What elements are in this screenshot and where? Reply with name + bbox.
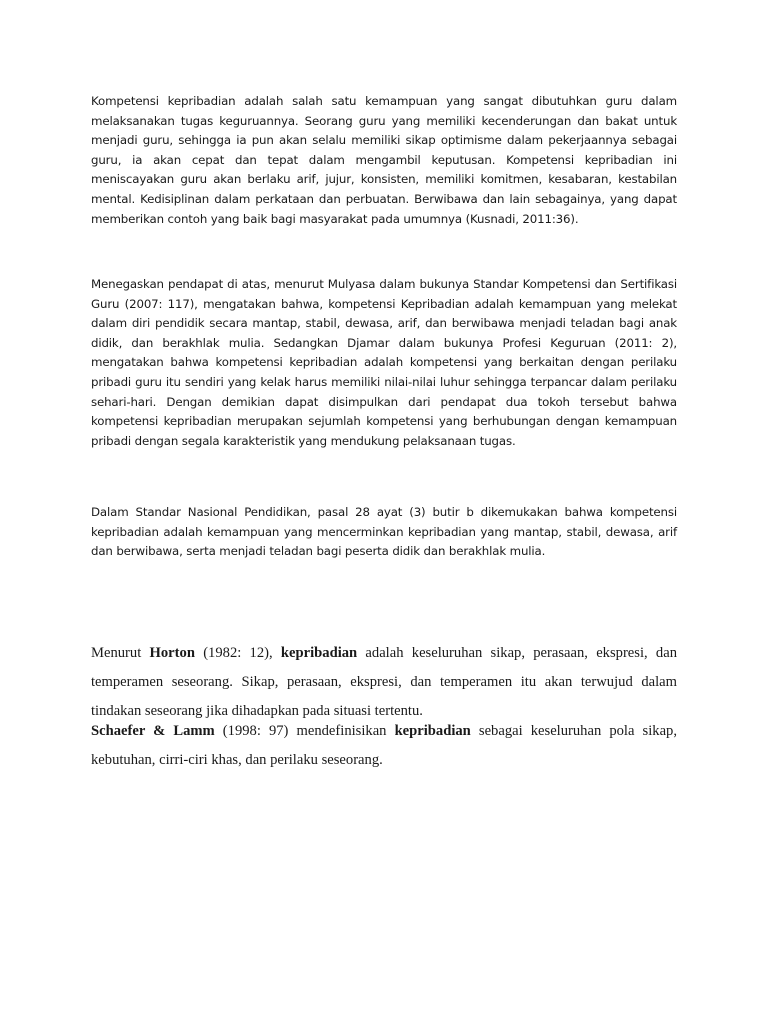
text-segment: adalah keseluruhan sikap, perasaan, ekspresi, dan temperamen seseorang. Sikap, perasaan, ekspresi, dan temperamen itu akan terwujud dalam tindakan seseorang jika dihadapkan pada situasi tertentu. <box>91 645 677 719</box>
text-segment: sebagai keseluruhan pola sikap, kebutuhan, cirri-ciri khas, dan perilaku seseorang. <box>91 723 677 768</box>
paragraph-standar-nasional: Dalam Standar Nasional Pendidikan, pasal 28 ayat (3) butir b dikemukakan bahwa kompetensi kepribadian adalah kemampuan yang mencerminkan kepribadian yang mantap, stabil, dewasa, arif dan berwibawa, serta menjadi teladan bagi peserta didik dan berakhlak mulia. <box>91 505 677 559</box>
text-segment: (1998: 97) mendefinisikan <box>214 723 395 739</box>
text-segment: (1982: 12), <box>194 645 281 661</box>
paragraph-kompetensi-kepribadian: Kompetensi kepribadian adalah salah satu kemampuan yang sangat dibutuhkan guru dalam melaksanakan tugas keguruannya. Seorang guru yang memiliki kecenderungan dan bakat untuk menjadi guru, sehingga ia pun akan selalu memiliki sikap optimisme dalam pekerjaannya sebagai guru, ia akan cepat dan tepat dalam mengambil keputusan. Kompetensi kepribadian ini meniscayakan guru akan berlaku arif, jujur, konsisten, memiliki komitmen, kesabaran, kestabilan mental. Kedisiplinan dalam perkataan dan perbuatan. Berwibawa dan lain sebagainya, yang dapat memberikan contoh yang baik bagi masyarakat pada umumnya (Kusnadi, 2011:36). <box>91 94 677 226</box>
paragraph-horton-definition <box>91 639 677 726</box>
author-name-schaefer-lamm: Schaefer & Lamm <box>91 723 215 739</box>
term-kepribadian: kepribadian <box>280 645 358 661</box>
paragraph-mulyasa-djamar: Menegaskan pendapat di atas, menurut Mulyasa dalam bukunya Standar Kompetensi dan Sertifikasi Guru (2007: 117), mengatakan bahwa, kompetensi Kepribadian adalah kemampuan yang melekat dalam diri pendidik secara mantap, stabil, dewasa, arif, dan berwibawa menjadi teladan bagi anak didik, dan berakhlak mulia. Sedangkan Djamar dalam bukunya Profesi Keguruan (2011: 2), mengatakan bahwa kompetensi kepribadian adalah kompetensi yang berkaitan dengan perilaku pribadi guru itu sendiri yang kelak harus memiliki nilai-nilai luhur sehingga terpancar dalam perilaku sehari-hari. Dengan demikian dapat disimpulkan dari pendapat dua tokoh tersebut bahwa kompetensi kepribadian merupakan sejumlah kompetensi yang berhubungan dengan kemampuan pribadi dengan segala karakteristik yang mendukung pelaksanaan tugas. <box>91 277 677 448</box>
author-name-horton: Horton <box>149 645 195 661</box>
term-kepribadian: kepribadian <box>394 723 471 739</box>
paragraph-schaefer-lamm-definition <box>91 717 677 775</box>
text-segment: Menurut <box>91 645 150 661</box>
